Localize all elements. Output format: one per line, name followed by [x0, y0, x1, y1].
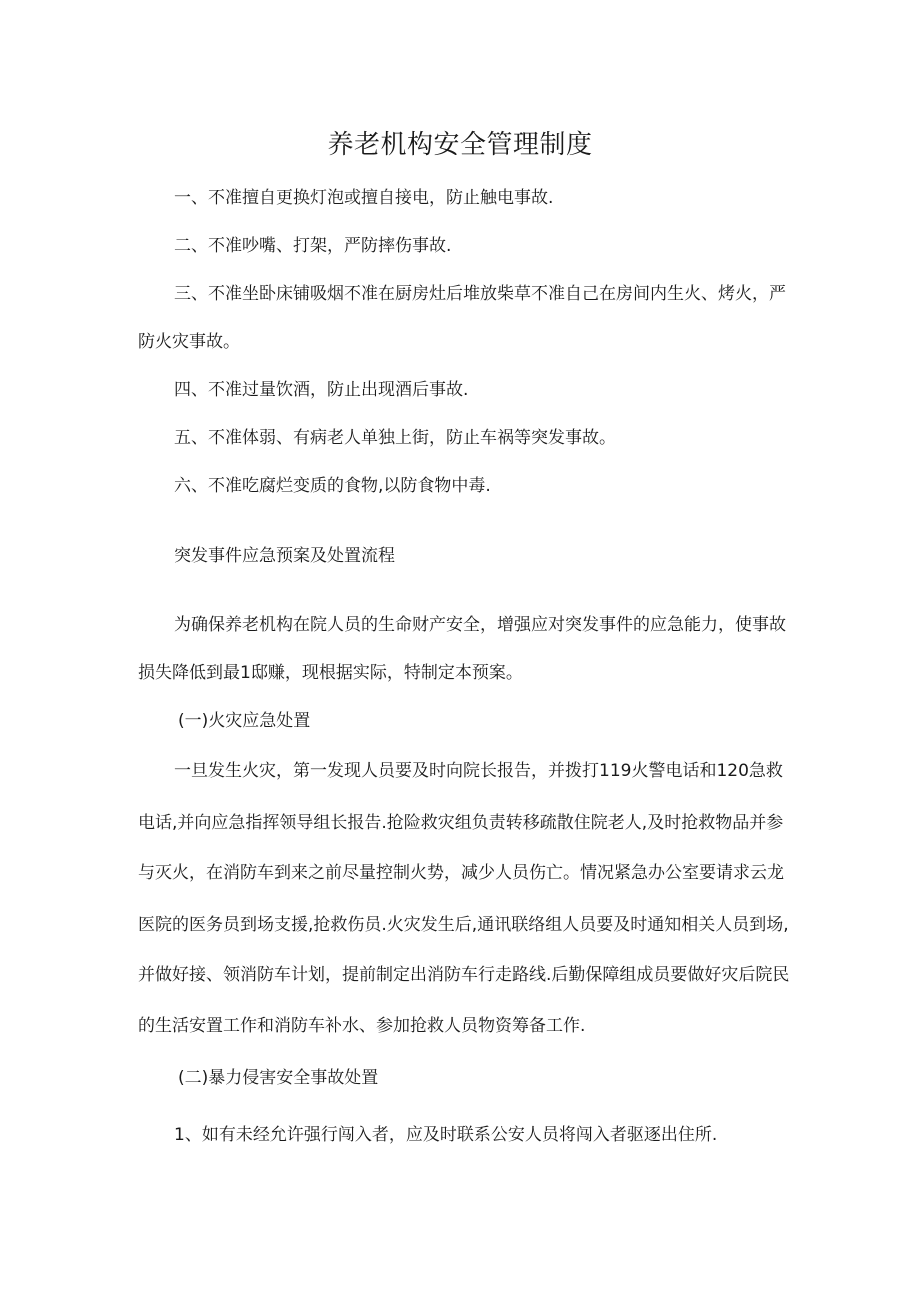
fire-line-2: 电话,并向应急指挥领导组长报告.抢险救灾组负责转移疏散住院老人,及时抢救物品并参 — [138, 813, 784, 833]
section-heading: 突发事件应急预案及处置流程 — [174, 546, 395, 566]
intro-line-2: 损失降低到最1邸赚，现根据实际，特制定本预案。 — [138, 663, 523, 683]
rule-5: 五、不准体弱、有病老人单独上街，防止车祸等突发事故。 — [174, 428, 616, 448]
fire-line-1: 一旦发生火灾，第一发现人员要及时向院长报告，并拨打119火警电话和120急救 — [174, 761, 783, 781]
document-title: 养老机构安全管理制度 — [327, 130, 593, 160]
fire-line-5: 并做好接、领消防车计划，提前制定出消防车行走路线.后勤保障组成员要做好灾后院民 — [138, 965, 790, 985]
violence-heading: (二)暴力侵害安全事故处置 — [178, 1068, 379, 1088]
fire-line-3: 与灭火，在消防车到来之前尽量控制火势，减少人员伤亡。情况紧急办公室要请求云龙 — [138, 863, 784, 883]
fire-line-4: 医院的医务员到场支援,抢救伤员.火灾发生后,通讯联络组人员要及时通知相关人员到场, — [138, 915, 789, 935]
fire-heading: (一)火灾应急处置 — [178, 711, 311, 731]
rule-3-continued: 防火灾事故。 — [138, 332, 240, 352]
intro-line-1: 为确保养老机构在院人员的生命财产安全，增强应对突发事件的应急能力，使事故 — [174, 615, 786, 635]
fire-line-6: 的生活安置工作和消防车补水、参加抢救人员物资筹备工作. — [138, 1016, 586, 1036]
rule-4: 四、不准过量饮酒，防止出现酒后事故. — [174, 380, 469, 400]
violence-item-1: 1、如有未经允许强行闯入者，应及时联系公安人员将闯入者驱逐出住所. — [174, 1125, 718, 1145]
rule-6: 六、不准吃腐烂变质的食物,以防食物中毒. — [174, 476, 491, 496]
rule-2: 二、不准吵嘴、打架，严防摔伤事故. — [174, 236, 452, 256]
rule-1: 一、不准擅自更换灯泡或擅自接电，防止触电事故. — [174, 188, 554, 208]
rule-3: 三、不准坐卧床铺吸烟不准在厨房灶后堆放柴草不准自己在房间内生火、烤火，严 — [174, 284, 786, 304]
